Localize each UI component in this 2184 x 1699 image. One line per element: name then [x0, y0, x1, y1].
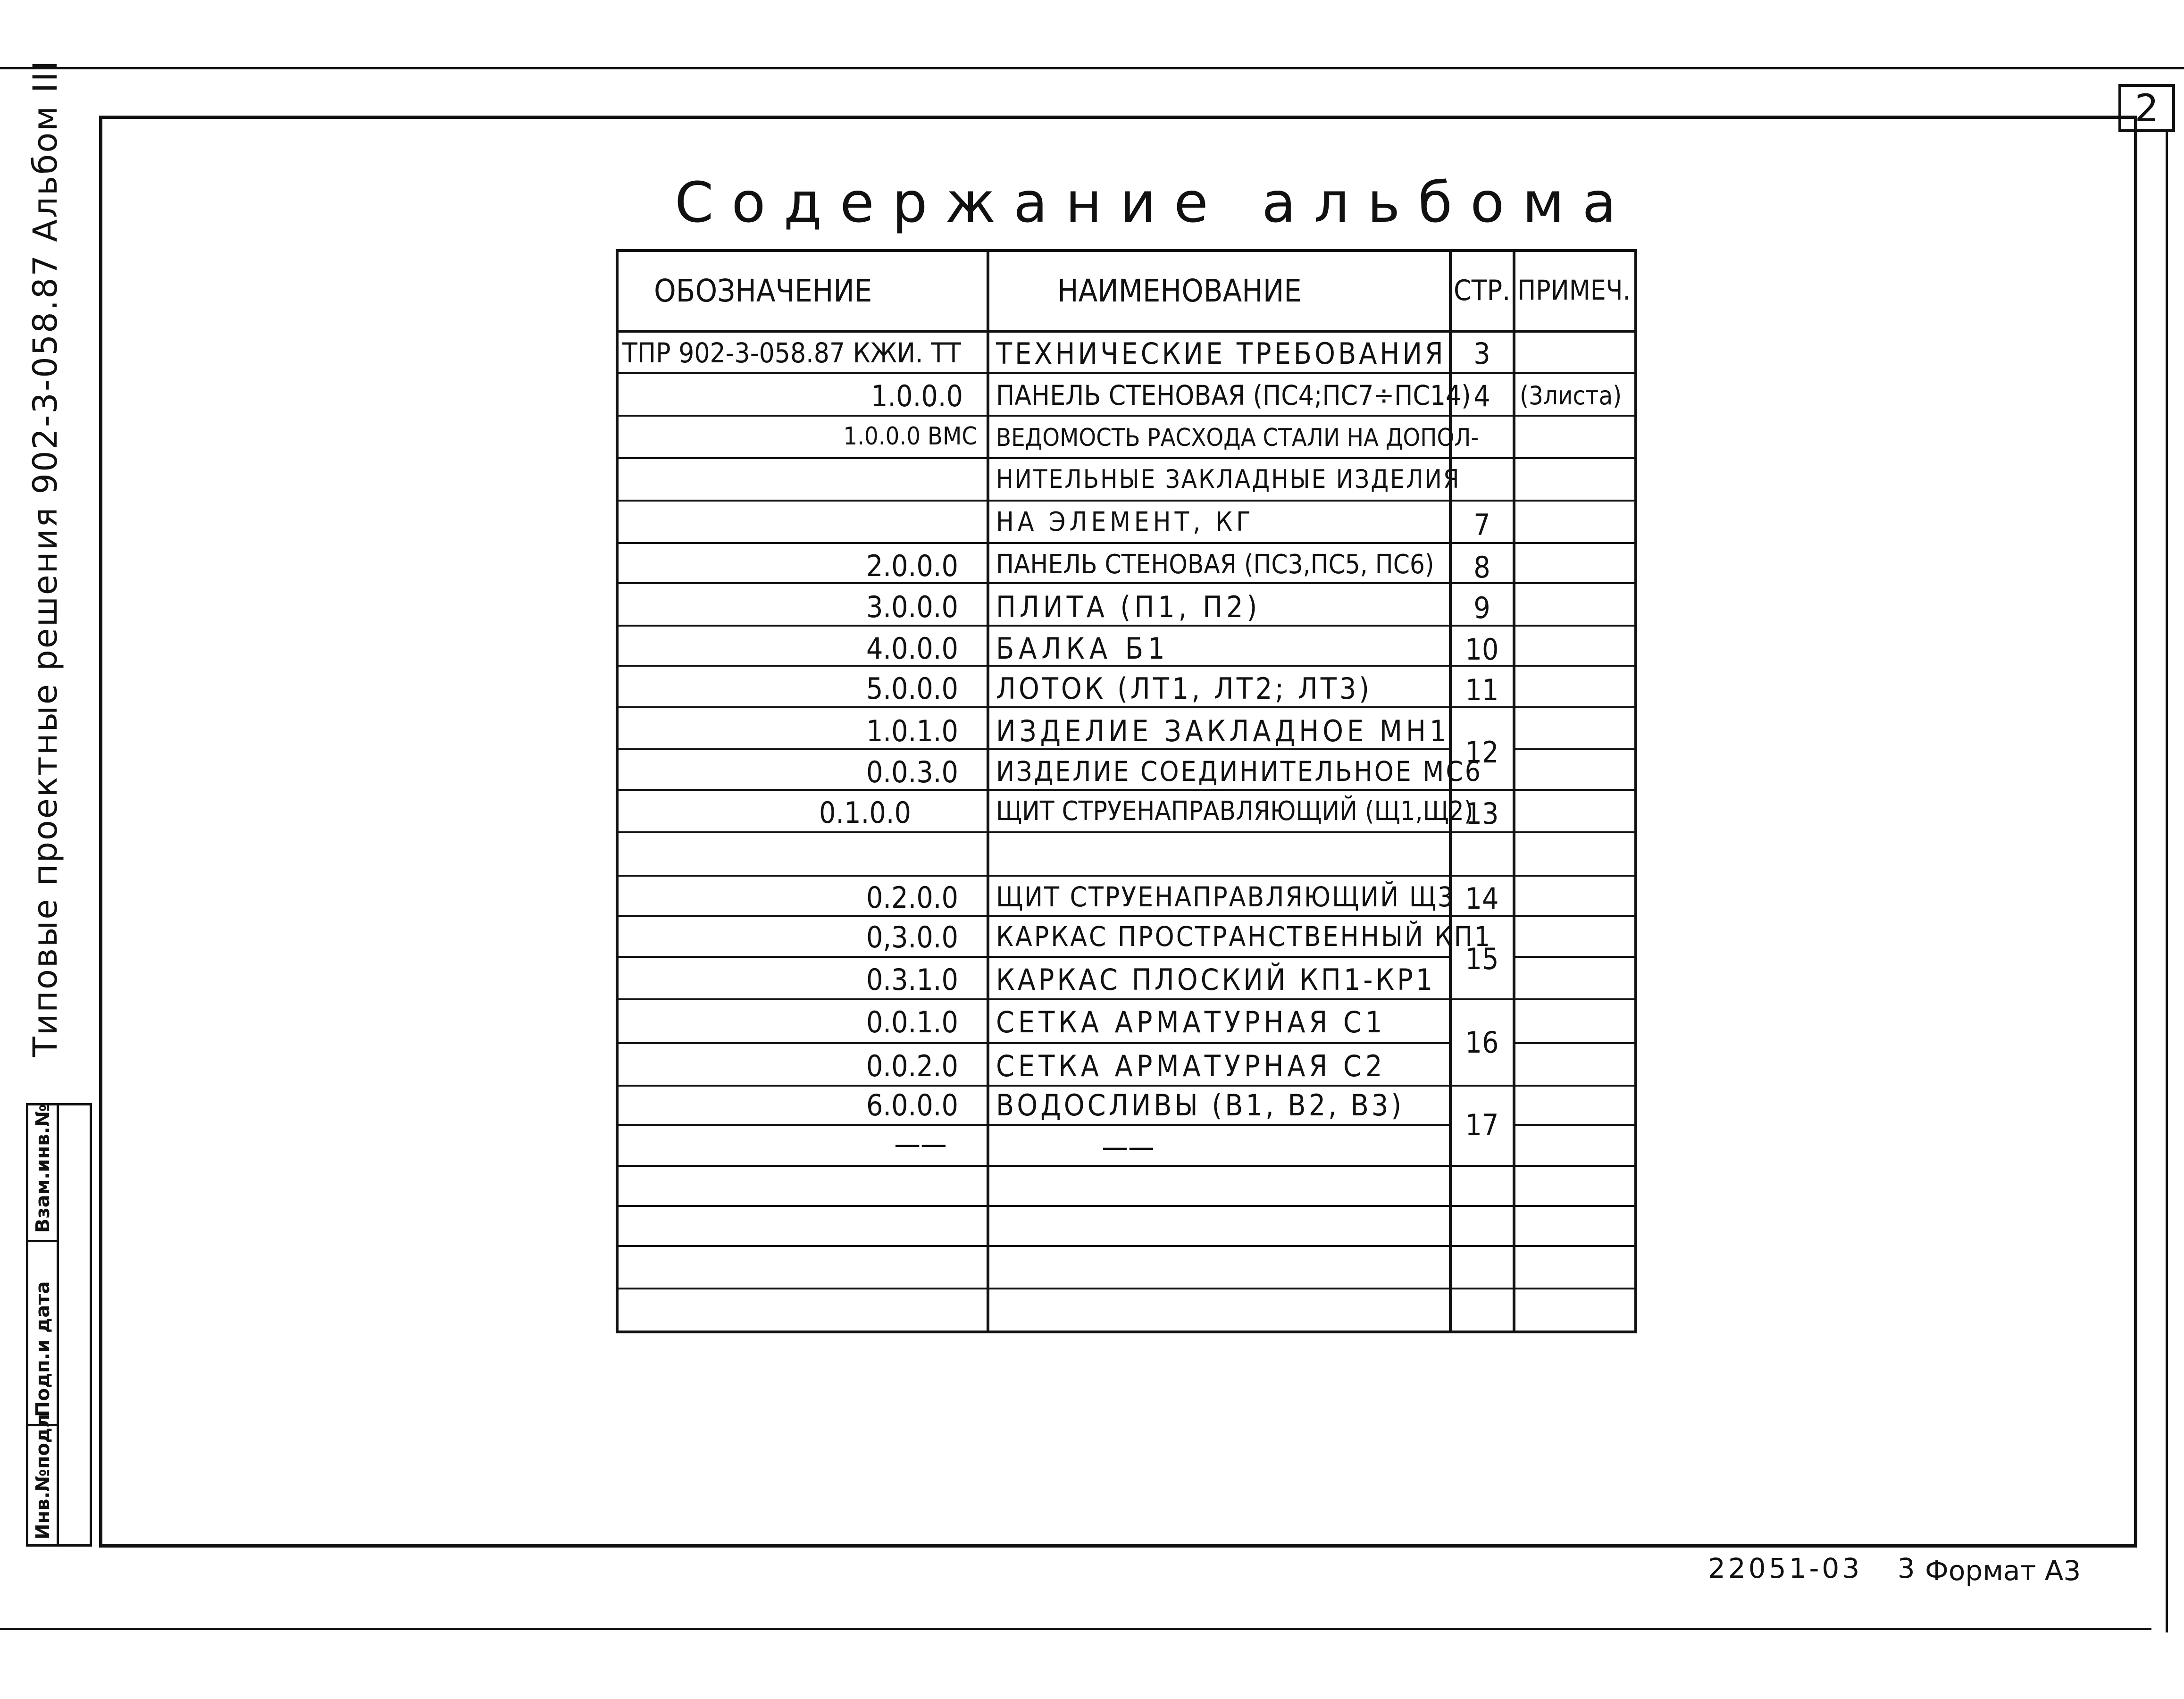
row-page: 14	[1465, 881, 1499, 916]
row-code: 1.0.0.0	[870, 379, 963, 413]
row-page: 10	[1465, 632, 1499, 667]
row-name: КАРКАС ПЛОСКИЙ КП1-КР1	[996, 962, 1436, 997]
header-name: НАИМЕНОВАНИЕ	[1057, 273, 1302, 309]
page-number: 2	[2118, 84, 2175, 132]
footer-sheet: 3	[1897, 1552, 1918, 1584]
col-divider-1	[987, 252, 989, 1332]
row-name: ПЛИТА (П1, П2)	[996, 590, 1261, 624]
contents-table	[616, 249, 1637, 1333]
header-divider	[619, 330, 1635, 333]
row-code: 4.0.0.0	[866, 631, 958, 666]
row-name: ВОДОСЛИВЫ (В1, В2, В3)	[996, 1088, 1405, 1122]
col-divider-3	[1513, 252, 1515, 1332]
row-page: 4	[1473, 379, 1490, 413]
row-name: ЩИТ СТРУЕНАПРАВЛЯЮЩИЙ Щ3	[996, 881, 1455, 913]
stamp-cell-sign	[28, 1242, 59, 1426]
row-line	[619, 1245, 1635, 1247]
row-line	[619, 1124, 1449, 1126]
sheet-bottom-edge	[0, 1628, 2151, 1630]
row-name: ИЗДЕЛИЕ ЗАКЛАДНОЕ МН1	[996, 714, 1450, 748]
stamp-sign-date: Подп.и дата	[32, 1281, 54, 1417]
row-code: ТПР 902-3-058.87 КЖИ. ТТ	[622, 337, 961, 369]
row-name: ВЕДОМОСТЬ РАСХОДА СТАЛИ НА ДОПОЛ-	[996, 424, 1479, 452]
row-name: СЕТКА АРМАТУРНАЯ С2	[996, 1049, 1386, 1083]
row-line	[1513, 748, 1635, 750]
row-page-merged: 17	[1465, 1108, 1499, 1142]
row-name: ПАНЕЛЬ СТЕНОВАЯ (ПС4;ПС7÷ПС14)	[996, 379, 1471, 411]
row-page: 3	[1473, 336, 1490, 371]
row-line	[619, 998, 1635, 1000]
stamp-cell-inv	[28, 1105, 59, 1242]
row-name: НИТЕЛЬНЫЕ ЗАКЛАДНЫЕ ИЗДЕЛИЯ	[996, 464, 1461, 494]
row-line	[619, 831, 1635, 833]
row-code: 0.0.3.0	[866, 755, 958, 789]
col-divider-2	[1449, 252, 1452, 1332]
row-code: 5.0.0.0	[866, 671, 958, 706]
row-name: ЛОТОК (ЛТ1, ЛТ2; ЛТ3)	[996, 671, 1372, 706]
margin-title: Типовые проектные решения 902-3-058.87 Альбом III	[26, 59, 65, 1057]
row-page: 8	[1473, 550, 1490, 585]
row-line	[619, 415, 1635, 417]
row-line	[619, 1165, 1635, 1167]
row-code: 6.0.0.0	[866, 1088, 958, 1122]
row-page: 13	[1465, 796, 1499, 831]
row-name-dash: ——	[1102, 1130, 1155, 1164]
row-line	[1513, 1042, 1635, 1044]
row-line	[619, 789, 1635, 791]
row-name: ПАНЕЛЬ СТЕНОВАЯ (ПС3,ПС5, ПС6)	[996, 549, 1434, 580]
row-page: 9	[1473, 591, 1490, 625]
row-line	[619, 1288, 1635, 1289]
row-code: 1.0.1.0	[866, 714, 958, 748]
footer-code	[1708, 1552, 1918, 1584]
row-line	[1513, 956, 1635, 958]
row-page: 7	[1473, 508, 1490, 542]
row-name: ЩИТ СТРУЕНАПРАВЛЯЮЩИЙ (Щ1,Щ2)	[996, 796, 1473, 827]
stamp-inv-no: Взам.инв.№	[32, 1104, 54, 1233]
page-title: Содержание альбома	[675, 170, 1634, 235]
row-name: БАЛКА Б1	[996, 631, 1170, 666]
row-code: 3.0.0.0	[866, 590, 958, 624]
footer-format: Формат А3	[1925, 1555, 2081, 1587]
row-note: (3листа)	[1520, 381, 1622, 410]
row-code: 1.0.0.0 ВМС	[843, 422, 977, 451]
row-code: 0.0.1.0	[866, 1005, 958, 1039]
sheet-right-edge	[2166, 132, 2168, 1632]
header-note: ПРИМЕЧ.	[1517, 274, 1631, 306]
row-page-merged: 15	[1465, 942, 1499, 976]
row-code: 2.0.0.0	[866, 549, 958, 583]
stamp-block	[26, 1103, 92, 1547]
footer-doc-code: 22051-03	[1708, 1552, 1863, 1584]
row-line	[619, 1085, 1635, 1087]
stamp-inv-orig: Инв.№подл	[32, 1414, 54, 1540]
row-line	[619, 1042, 1449, 1044]
row-line	[619, 457, 1635, 459]
row-name: ТЕХНИЧЕСКИЕ ТРЕБОВАНИЯ	[996, 336, 1446, 371]
row-name: ИЗДЕЛИЕ СОЕДИНИТЕЛЬНОЕ МС6	[996, 755, 1482, 787]
row-name: НА ЭЛЕМЕНТ, КГ	[996, 507, 1255, 537]
stamp-cell-orig	[28, 1414, 59, 1544]
row-code: 0.1.0.0	[819, 795, 911, 830]
sheet-top-edge	[0, 67, 2184, 69]
row-line	[1513, 1124, 1635, 1126]
row-name: КАРКАС ПРОСТРАНСТВЕННЫЙ КП1	[996, 921, 1492, 953]
row-code-dash: ——	[894, 1127, 947, 1161]
header-page: СТР.	[1454, 274, 1511, 307]
stamp-divider	[57, 1105, 59, 1544]
row-code: 0.0.2.0	[866, 1049, 958, 1083]
header-designation: ОБОЗНАЧЕНИЕ	[654, 273, 872, 309]
row-name: СЕТКА АРМАТУРНАЯ С1	[996, 1005, 1386, 1039]
row-line	[619, 500, 1635, 502]
row-line	[619, 372, 1635, 374]
row-page-merged: 12	[1465, 735, 1499, 770]
row-line	[619, 956, 1449, 958]
row-page: 11	[1465, 673, 1499, 707]
row-line	[619, 875, 1635, 877]
row-line	[619, 748, 1449, 750]
row-code: 0,3.0.0	[866, 920, 958, 954]
row-code: 0.3.1.0	[866, 962, 958, 997]
row-code: 0.2.0.0	[866, 880, 958, 915]
row-page-merged: 16	[1465, 1025, 1499, 1060]
row-line	[619, 1205, 1635, 1207]
row-line	[619, 542, 1635, 544]
